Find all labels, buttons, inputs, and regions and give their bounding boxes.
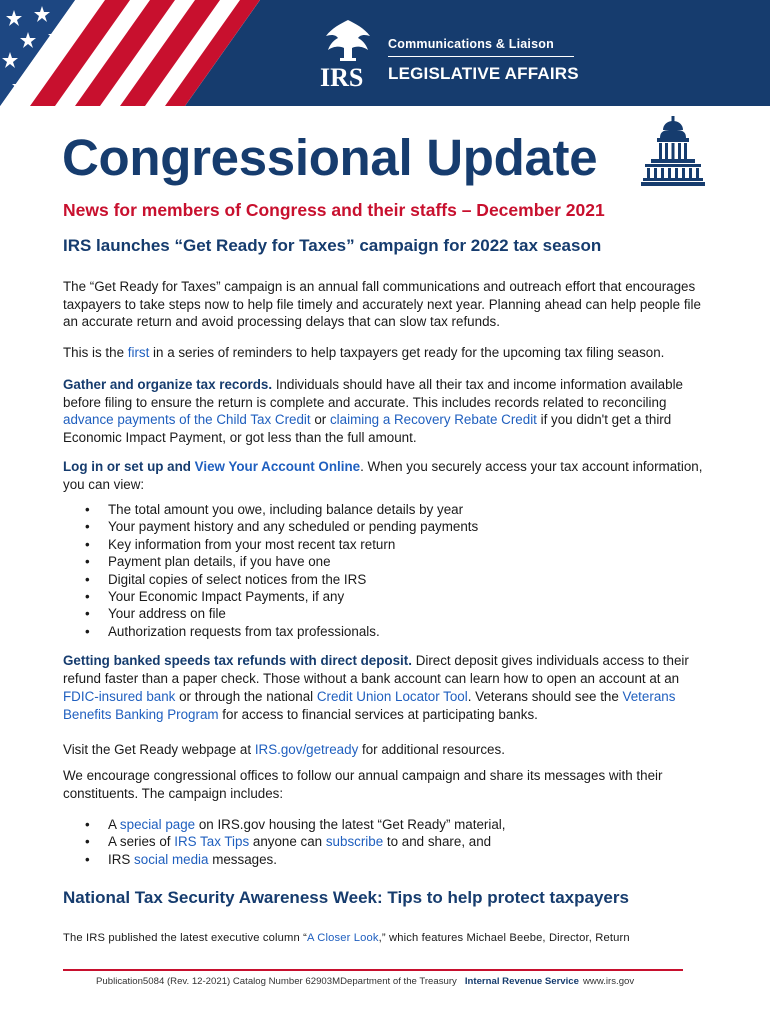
fdic-insured-bank-link[interactable]: FDIC-insured bank xyxy=(63,689,176,704)
list-item: • Your payment history and any scheduled or pending payments xyxy=(85,519,479,535)
list-item: • The total amount you owe, including balance details by year xyxy=(85,502,464,517)
subscribe-link[interactable]: subscribe xyxy=(325,834,384,850)
child-tax-credit-link[interactable]: advance payments of the Child Tax Credit xyxy=(63,412,311,428)
page-footer xyxy=(96,976,634,987)
bullet-icon: • xyxy=(85,817,90,832)
irs-getready-link[interactable]: IRS.gov/getready xyxy=(254,742,359,757)
division-title: LEGISLATIVE AFFAIRS xyxy=(388,64,579,83)
footer-divider xyxy=(63,969,683,971)
newsletter-subtitle: News for members of Congress and their staffs – December 2021 xyxy=(63,200,605,220)
bullet-icon: • xyxy=(85,589,90,605)
footer-agency: Internal Revenue Service xyxy=(464,976,579,987)
direct-deposit-paragraph: Getting banked speeds tax refunds with direct deposit. Direct deposit gives individuals access to their refund faster than a paper check. Those without a bank account can learn how to open an account at an FDIC-insured bank or through the national Credit Union Locator Tool. Veterans should see the Veterans Benefits Banking Program for access to financial services at participating banks. xyxy=(63,653,689,722)
list-item: • Your address on file xyxy=(85,606,226,622)
account-info-list xyxy=(85,501,715,640)
veterans-banking-link[interactable]: Veterans Benefits Banking Program xyxy=(63,689,676,722)
section-heading-security-week: National Tax Security Awareness Week: Tips to help protect taxpayers xyxy=(63,888,629,907)
footer-url: www.irs.gov xyxy=(582,976,635,987)
intro-paragraph: The “Get Ready for Taxes” campaign is an annual fall communications and outreach effort that encourages taxpayers to take steps now to help file timely and accurately next year. Planning ahead can help people file an accurate return and avoid processing delays that can slow tax refunds. xyxy=(63,279,701,330)
list-item: • IRS social media messages. xyxy=(85,851,277,867)
list-item: • Digital copies of select notices from the IRS xyxy=(85,571,367,587)
bullet-icon: • xyxy=(85,502,90,517)
bullet-icon: • xyxy=(85,606,90,622)
header-banner xyxy=(0,0,770,106)
bullet-icon: • xyxy=(85,623,90,639)
records-lead: Gather and organize tax records. xyxy=(63,377,273,392)
page-title: Congressional Update xyxy=(62,129,598,186)
irs-tax-tips-link[interactable]: IRS Tax Tips xyxy=(174,834,250,850)
list-item: • Key information from your most recent tax return xyxy=(85,536,396,552)
closer-look-paragraph: The IRS published the latest executive column “A Closer Look,” which features Michael Beebe, Director, Return xyxy=(63,932,630,944)
american-flag-graphic xyxy=(0,0,300,106)
list-item: • Payment plan details, if you have one xyxy=(85,554,331,570)
account-paragraph: Log in or set up and View Your Account Online. When you securely access your tax account information, you can view: xyxy=(63,459,703,492)
section-heading-get-ready: IRS launches “Get Ready for Taxes” campaign for 2022 tax season xyxy=(63,236,602,255)
list-item: • Your Economic Impact Payments, if any xyxy=(85,589,345,605)
account-lead: Log in or set up and xyxy=(63,459,195,474)
bullet-icon: • xyxy=(85,834,90,850)
irs-eagle-logo xyxy=(318,18,378,88)
office-title: Communications & Liaison xyxy=(388,37,554,51)
campaign-list xyxy=(85,816,715,868)
special-page-link[interactable]: special page xyxy=(119,817,196,832)
bullet-icon: • xyxy=(85,851,90,867)
bullet-icon: • xyxy=(85,554,90,570)
view-account-online-link[interactable]: View Your Account Online xyxy=(194,459,361,474)
bullet-icon: • xyxy=(85,536,90,552)
get-ready-webpage-paragraph: Visit the Get Ready webpage at IRS.gov/getready for additional resources. xyxy=(63,742,505,757)
credit-union-locator-link[interactable]: Credit Union Locator Tool xyxy=(316,689,468,704)
list-item: • Authorization requests from tax professionals. xyxy=(85,623,380,639)
capitol-building-icon xyxy=(641,116,705,188)
recovery-rebate-credit-link[interactable]: claiming a Recovery Rebate Credit xyxy=(329,412,537,428)
list-item: • A series of IRS Tax Tips anyone can subscribe to and share, and xyxy=(85,834,492,850)
direct-deposit-lead: Getting banked speeds tax refunds with direct deposit. xyxy=(63,653,412,668)
first-link[interactable]: first xyxy=(127,345,150,360)
bullet-icon: • xyxy=(85,519,90,535)
publication-info: Publication5084 (Rev. 12-2021) Catalog Number 62903MDepartment of the Treasury xyxy=(96,976,457,987)
series-paragraph: This is the first in a series of reminders to help taxpayers get ready for the upcoming tax filing season. xyxy=(63,345,665,360)
campaign-paragraph: We encourage congressional offices to follow our annual campaign and share its messages with their constituents. The campaign includes: xyxy=(63,768,663,801)
bullet-icon: • xyxy=(85,571,90,587)
list-item: • A special page on IRS.gov housing the latest “Get Ready” material, xyxy=(85,817,506,832)
a-closer-look-link[interactable]: A Closer Look xyxy=(306,932,379,944)
office-divider xyxy=(388,56,574,57)
irs-logo-text: IRS xyxy=(320,63,364,88)
social-media-link[interactable]: social media xyxy=(134,851,209,867)
records-paragraph: Gather and organize tax records. Individuals should have all their tax and income information available before filing to ensure the return is complete and accurate. This includes records related to reconciling advance payments of the Child Tax Credit or claiming a Recovery Rebate Credit if you didn't get a third Economic Impact Payment, or got less than the full amount. xyxy=(63,377,683,445)
